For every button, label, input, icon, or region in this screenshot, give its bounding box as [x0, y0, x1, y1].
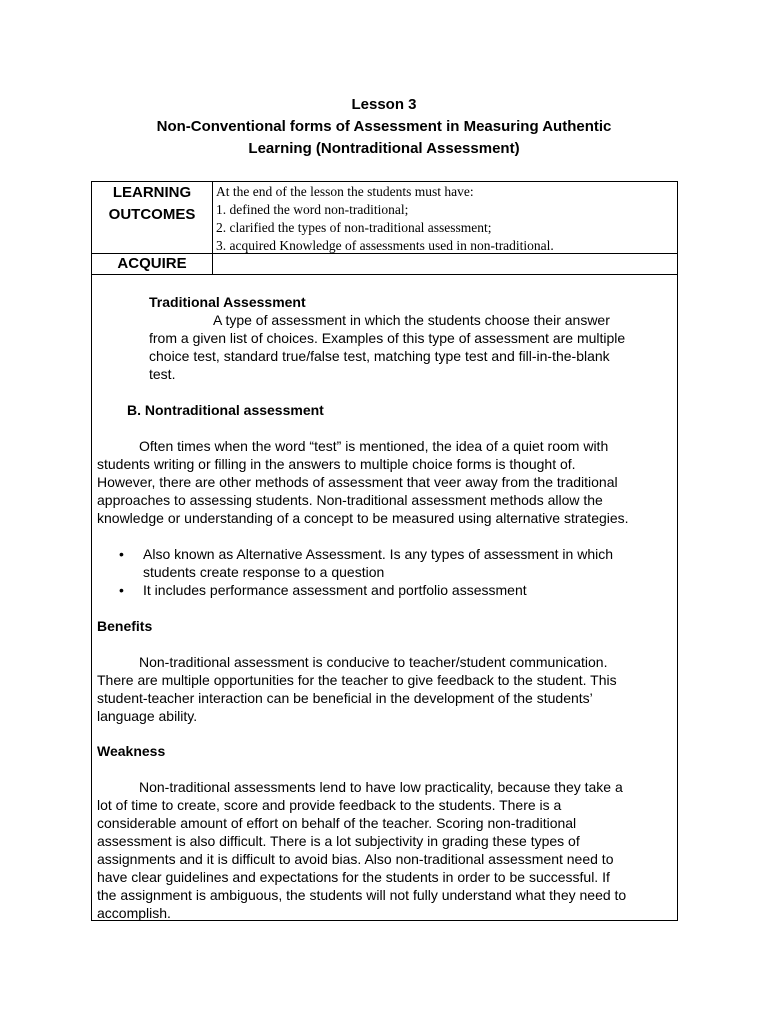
- traditional-line: choice test, standard true/false test, matching type test and fill-in-the-blank: [149, 348, 610, 364]
- bullet-icon: •: [119, 582, 124, 598]
- outcome-item: 3. acquired Knowledge of assessments used in non-traditional.: [216, 238, 554, 253]
- benefits-line: There are multiple opportunities for the teacher to give feedback to the student. This: [97, 672, 617, 688]
- learning-outcomes-list: [216, 183, 554, 255]
- document-title: [0, 94, 768, 160]
- title-line-1: Non-Conventional forms of Assessment in Measuring Authentic: [156, 118, 612, 135]
- weakness-line: lot of time to create, score and provide feedback to the students. There is a: [97, 797, 562, 813]
- weakness-line: assignments and it is difficult to avoid bias. Also non-traditional assessment need to: [97, 851, 614, 867]
- nontraditional-line: Often times when the word “test” is mentioned, the idea of a quiet room with: [139, 438, 609, 454]
- nontraditional-line: approaches to assessing students. Non-traditional assessment methods allow the: [97, 492, 603, 508]
- weakness-line: assessment is also difficult. There is a lot subjectivity in grading these types of: [97, 833, 580, 849]
- lesson-table: [91, 181, 678, 921]
- learning-outcomes-label: LEARNING OUTCOMES: [108, 184, 196, 223]
- traditional-line: test.: [149, 366, 176, 382]
- outcome-item: 2. clarified the types of non-traditional assessment;: [216, 220, 492, 235]
- acquire-label: ACQUIRE: [117, 255, 187, 272]
- weakness-line: considerable amount of effort on behalf of the teacher. Scoring non-traditional: [97, 815, 577, 831]
- weakness-line: accomplish.: [97, 905, 171, 921]
- bullet-item: Also known as Alternative Assessment. Is any types of assessment in which: [143, 546, 613, 562]
- weakness-heading: Weakness: [97, 743, 166, 759]
- nontraditional-line: knowledge or understanding of a concept to be measured using alternative strategies.: [97, 510, 629, 526]
- row-divider: [92, 274, 677, 275]
- nontraditional-line: However, there are other methods of assessment that veer away from the traditional: [97, 474, 618, 490]
- weakness-line: Non-traditional assessments lend to have low practicality, because they take a: [139, 779, 623, 795]
- weakness-line: have clear guidelines and expectations for the students in order to be successful. If: [97, 869, 610, 885]
- column-divider: [212, 182, 213, 274]
- outcome-item: 1. defined the word non-traditional;: [216, 202, 409, 217]
- outcomes-intro: At the end of the lesson the students must have:: [216, 184, 474, 199]
- traditional-heading: Traditional Assessment: [149, 294, 306, 310]
- lesson-number: Lesson 3: [351, 96, 417, 113]
- traditional-line: from a given list of choices. Examples of this type of assessment are multiple: [149, 330, 626, 346]
- bullet-item-continued: students create response to a question: [143, 564, 385, 580]
- benefits-line: Non-traditional assessment is conducive to teacher/student communication.: [139, 654, 608, 670]
- benefits-heading: Benefits: [97, 618, 153, 634]
- benefits-line: student-teacher interaction can be beneficial in the development of the students’: [97, 690, 593, 706]
- traditional-line: A type of assessment in which the students choose their answer: [213, 312, 610, 328]
- title-line-2: Learning (Nontraditional Assessment): [248, 140, 520, 157]
- bullet-item: It includes performance assessment and portfolio assessment: [143, 582, 527, 598]
- nontraditional-line: students writing or filling in the answers to multiple choice forms is thought of.: [97, 456, 576, 472]
- nontraditional-heading: B. Nontraditional assessment: [127, 402, 324, 418]
- benefits-line: language ability.: [97, 708, 198, 724]
- weakness-line: the assignment is ambiguous, the students will not fully understand what they need to: [97, 887, 627, 903]
- bullet-icon: •: [119, 546, 124, 562]
